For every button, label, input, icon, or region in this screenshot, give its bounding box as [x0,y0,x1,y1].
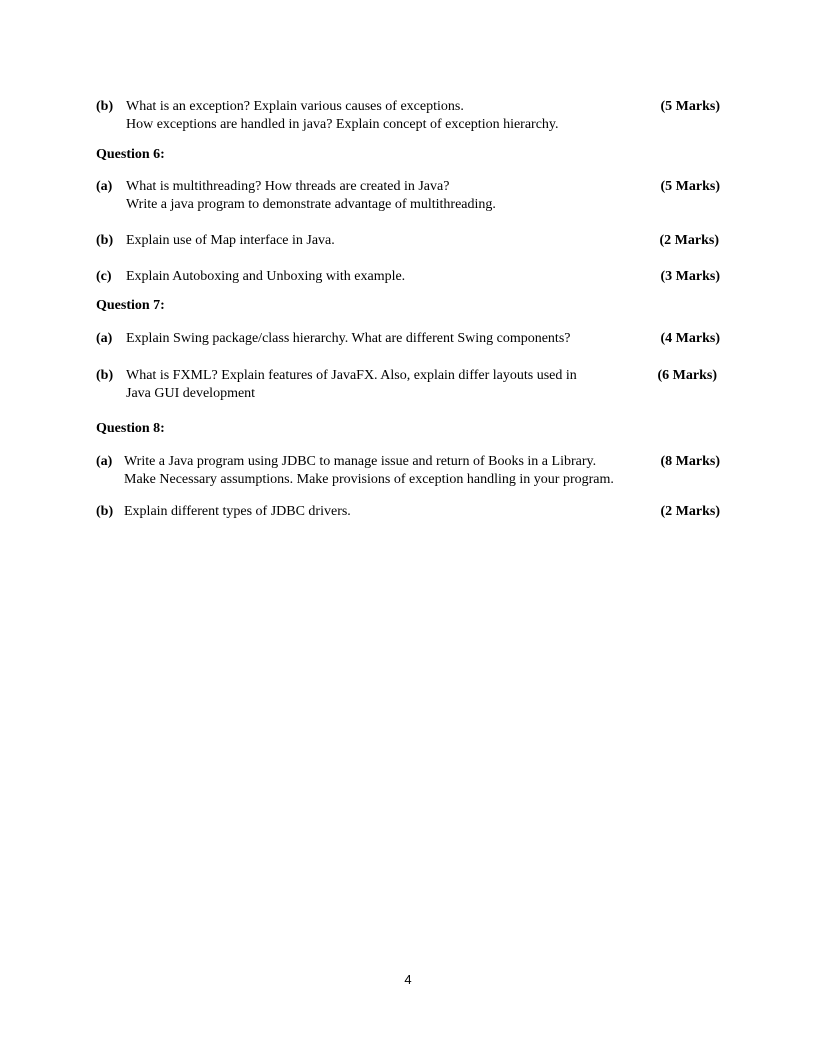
question-6-heading: Question 6: [96,147,165,162]
question-text-line: Java GUI development [126,386,256,401]
question-text-line: How exceptions are handled in java? Explain concept of exception hierarchy. [126,117,559,132]
question-8-heading: Question 8: [96,421,165,436]
marks-label: (4 Marks) [660,331,720,346]
question-text-line: Explain Swing package/class hierarchy. What are different Swing components? [126,331,571,346]
question-part-label: (b) [96,233,114,248]
question-7a [96,330,722,348]
page-number: 4 [404,972,412,987]
question-part-label: (b) [96,99,114,114]
marks-label: (2 Marks) [660,504,720,519]
question-text-line: Explain different types of JDBC drivers. [124,504,351,519]
marks-label: (5 Marks) [660,99,720,114]
question-text-line: What is multithreading? How threads are created in Java? [126,179,450,194]
marks-label: (8 Marks) [660,454,720,469]
question-8a [96,453,722,489]
question-part-label: (b) [96,368,114,383]
question-7-heading: Question 7: [96,298,165,313]
question-text-line: Write a Java program using JDBC to manage issue and return of Books in a Library. [124,454,597,469]
question-7b [96,367,722,403]
question-part-label: (c) [96,269,112,284]
question-8b [96,503,722,521]
question-text-line: Explain Autoboxing and Unboxing with example. [126,269,406,284]
marks-label: (3 Marks) [660,269,720,284]
question-6a [96,178,722,214]
question-part-label: (a) [96,331,113,346]
question-text-line: Write a java program to demonstrate advantage of multithreading. [126,197,496,212]
question-text-line: Explain use of Map interface in Java. [126,233,335,248]
marks-label: (2 Marks) [659,233,719,248]
question-text-line: Make Necessary assumptions. Make provisions of exception handling in your program. [124,472,614,487]
question-part-label: (a) [96,454,113,469]
question-6b [96,232,722,250]
marks-label: (5 Marks) [660,179,720,194]
question-text-line: What is FXML? Explain features of JavaFX. Also, explain differ layouts used in [126,368,577,383]
question-6c [96,268,722,286]
question-part-label: (a) [96,179,113,194]
question-5b [96,98,722,134]
marks-label: (6 Marks) [657,368,717,383]
question-part-label: (b) [96,504,114,519]
question-text-line: What is an exception? Explain various causes of exceptions. [126,99,464,114]
